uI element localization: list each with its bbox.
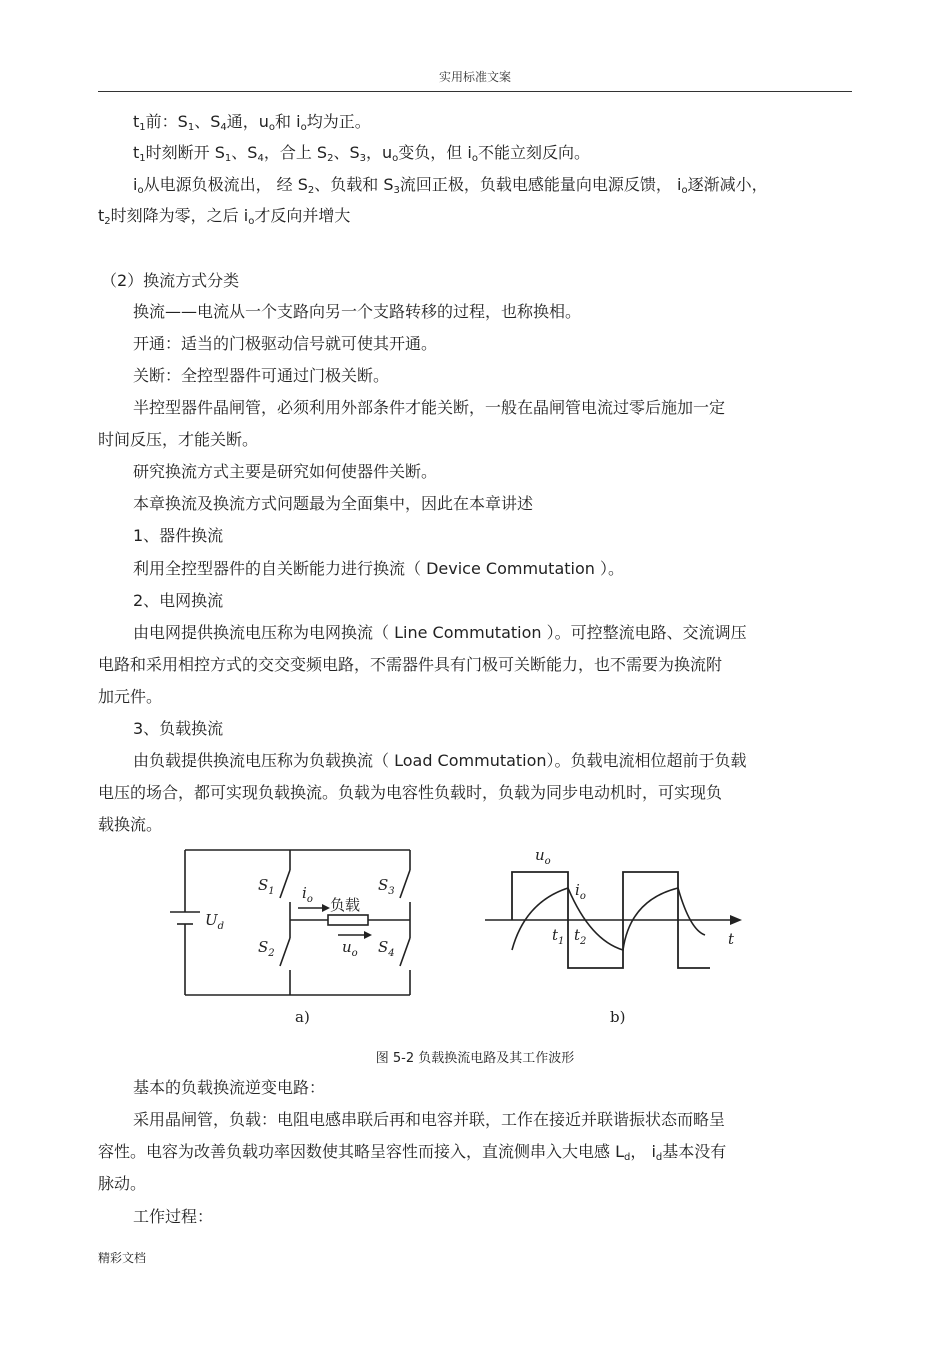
waveform-plot bbox=[485, 872, 735, 968]
text-line: 基本的负载换流逆变电路： bbox=[133, 1078, 326, 1097]
text-line: 开通：适当的门极驱动信号就可使其开通。 bbox=[133, 334, 438, 353]
page-footer: 精彩文档 bbox=[98, 1251, 147, 1265]
page-header: 实用标准文案 bbox=[438, 70, 511, 84]
io-wave-label: $i_o$ bbox=[575, 881, 586, 902]
section-title: （2）换流方式分类 bbox=[101, 271, 240, 290]
text-line: 脉动。 bbox=[98, 1174, 147, 1193]
figure-5-2 bbox=[160, 840, 780, 1035]
header-rule bbox=[98, 91, 852, 92]
text-line: 由负载提供换流电压称为负载换流（ Load Commutation）。负载电流相位超前于负载 bbox=[133, 751, 747, 770]
text-line: 关断：全控型器件可通过门极关断。 bbox=[133, 366, 390, 385]
text-line: 载换流。 bbox=[98, 815, 163, 834]
axis-arrow-icon bbox=[730, 915, 742, 925]
t2-label: $t_2$ bbox=[574, 926, 587, 947]
text-line: 由电网提供换流电压称为电网换流（ Line Commutation ）。可控整流电路、交流调压 bbox=[133, 623, 747, 642]
s4-label: $S_4$ bbox=[378, 938, 395, 959]
text-line: 加元件。 bbox=[98, 687, 163, 706]
load-label: 负载 bbox=[330, 896, 361, 914]
uo-arrow-icon bbox=[364, 931, 372, 939]
text-line: 电路和采用相控方式的交交变频电路，不需器件具有门极可关断能力，也不需要为换流附 bbox=[98, 655, 723, 674]
text-line: 利用全控型器件的自关断能力进行换流（ Device Commutation ）。 bbox=[133, 559, 624, 578]
line-t1-before: $t_1$前：$S_1$、$S_4$通，$u_o$和 $i_o$均为正。 bbox=[133, 112, 371, 133]
label-a: a) bbox=[295, 1008, 310, 1026]
io-arrow-icon bbox=[322, 904, 330, 912]
text-line: 半控型器件晶闸管，必须利用外部条件才能关断，一般在晶闸管电流过零后施加一定 bbox=[133, 398, 726, 417]
s1-label: $S_1$ bbox=[258, 876, 275, 897]
text-line: 采用晶闸管，负载：电阻电感串联后再和电容并联，工作在接近并联谐振状态而略呈 bbox=[133, 1110, 726, 1129]
line-t2: $t_2$时刻降为零，之后 $i_o$才反向并增大 bbox=[98, 206, 351, 227]
ud-label: $U_d$ bbox=[205, 911, 225, 932]
io-label: $i_o$ bbox=[302, 884, 313, 905]
text-line: 换流——电流从一个支路向另一个支路转移的过程，也称换相。 bbox=[133, 302, 582, 321]
figure-caption: 图 5-2 负载换流电路及其工作波形 bbox=[375, 1051, 575, 1066]
label-b: b) bbox=[610, 1008, 626, 1026]
io-waveform bbox=[512, 888, 705, 950]
text-line: 本章换流及换流方式问题最为全面集中，因此在本章讲述 bbox=[133, 494, 534, 513]
text-line: 时间反压，才能关断。 bbox=[98, 430, 259, 449]
subheading: 3、负载换流 bbox=[133, 719, 224, 738]
uo-label: $u_o$ bbox=[342, 938, 358, 959]
text-line: 研究换流方式主要是研究如何使器件关断。 bbox=[133, 462, 438, 481]
s3-label: $S_3$ bbox=[378, 876, 395, 897]
line-t1-moment: $t_1$时刻断开 $S_1$、$S_4$，合上 $S_2$、$S_3$，$u_o$变负，但 $i_o$不能立刻反向。 bbox=[133, 143, 590, 164]
t1-label: $t_1$ bbox=[552, 926, 565, 947]
text-line: 工作过程： bbox=[133, 1207, 214, 1226]
subheading: 1、器件换流 bbox=[133, 526, 224, 545]
line-io-flow: $i_o$从电源负极流出， 经 $S_2$、负载和 $S_3$流回正极，负载电感能量向电源反馈， $i_o$逐渐减小， bbox=[133, 175, 768, 196]
s2-label: $S_2$ bbox=[258, 938, 275, 959]
text-line: 容性。电容为改善负载功率因数使其略呈容性而接入，直流侧串入大电感 $L_d$， $i_d$基本没有 bbox=[98, 1142, 727, 1163]
uo-wave-label: $u_o$ bbox=[535, 846, 551, 867]
t-axis-label: t bbox=[728, 930, 735, 948]
subheading: 2、电网换流 bbox=[133, 591, 224, 610]
text-line: 电压的场合，都可实现负载换流。负载为电容性负载时，负载为同步电动机时，可实现负 bbox=[98, 783, 723, 802]
